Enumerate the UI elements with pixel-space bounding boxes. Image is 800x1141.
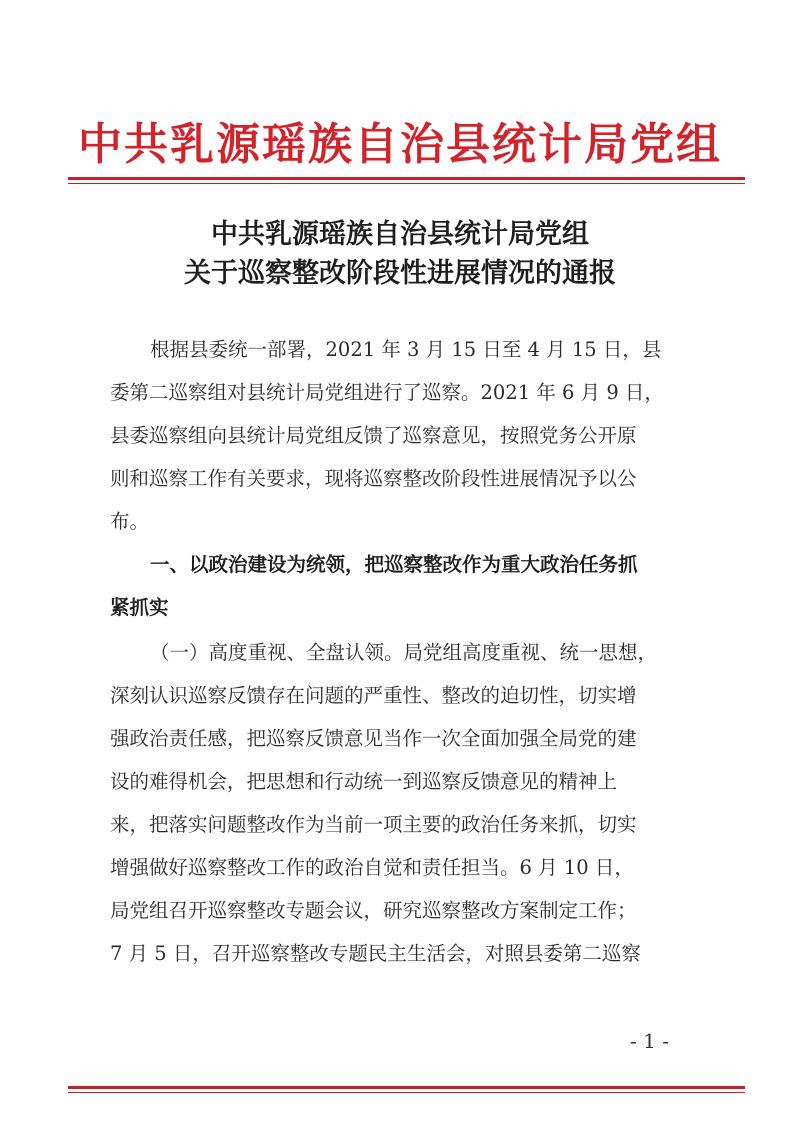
body-line: 设的难得机会，把思想和行动统一到巡察反馈意见的精神上	[110, 770, 618, 793]
letterhead-title: 中共乳源瑶族自治县统计局党组	[78, 119, 722, 170]
body-line: 7 月 5 日，召开巡察整改专题民主生活会，对照县委第二巡察	[110, 942, 641, 965]
body-line: 深刻认识巡察反馈存在问题的严重性、整改的迫切性，切实增	[110, 684, 637, 707]
document-title-line-2: 关于巡察整改阶段性进展情况的通报	[184, 258, 616, 289]
page-number: - 1 -	[630, 1029, 669, 1053]
section-heading-line: 一、以政治建设为统领，把巡察整改作为重大政治任务抓	[150, 553, 638, 576]
body-line: 县委巡察组向县统计局党组反馈了巡察意见，按照党务公开原	[110, 424, 637, 447]
body-line: 来，把落实问题整改作为当前一项主要的政治任务来抓，切实	[110, 813, 637, 836]
body-line: 则和巡察工作有关要求，现将巡察整改阶段性进展情况予以公	[110, 467, 637, 490]
letterhead-divider-thin	[68, 183, 745, 184]
body-line: 根据县委统一部署，2021 年 3 月 15 日至 4 月 15 日，县	[150, 338, 662, 361]
body-line: 强政治责任感，把巡察反馈意见当作一次全面加强全局党的建	[110, 727, 637, 750]
section-heading-line: 紧抓实	[110, 596, 169, 619]
body-line: 局党组召开巡察整改专题会议，研究巡察整改方案制定工作；	[110, 899, 637, 922]
body-line: 布。	[110, 510, 150, 533]
footer-divider-thin	[68, 1092, 745, 1093]
letterhead-divider-thick	[68, 177, 745, 180]
body-line: 委第二巡察组对县统计局党组进行了巡察。2021 年 6 月 9 日，	[110, 381, 664, 404]
document-title-line-1: 中共乳源瑶族自治县统计局党组	[211, 219, 589, 250]
body-line: （一）高度重视、全盘认领。局党组高度重视、统一思想，	[150, 641, 658, 664]
body-line: 增强做好巡察整改工作的政治自觉和责任担当。6 月 10 日，	[110, 856, 634, 879]
footer-divider-thick	[68, 1086, 745, 1089]
